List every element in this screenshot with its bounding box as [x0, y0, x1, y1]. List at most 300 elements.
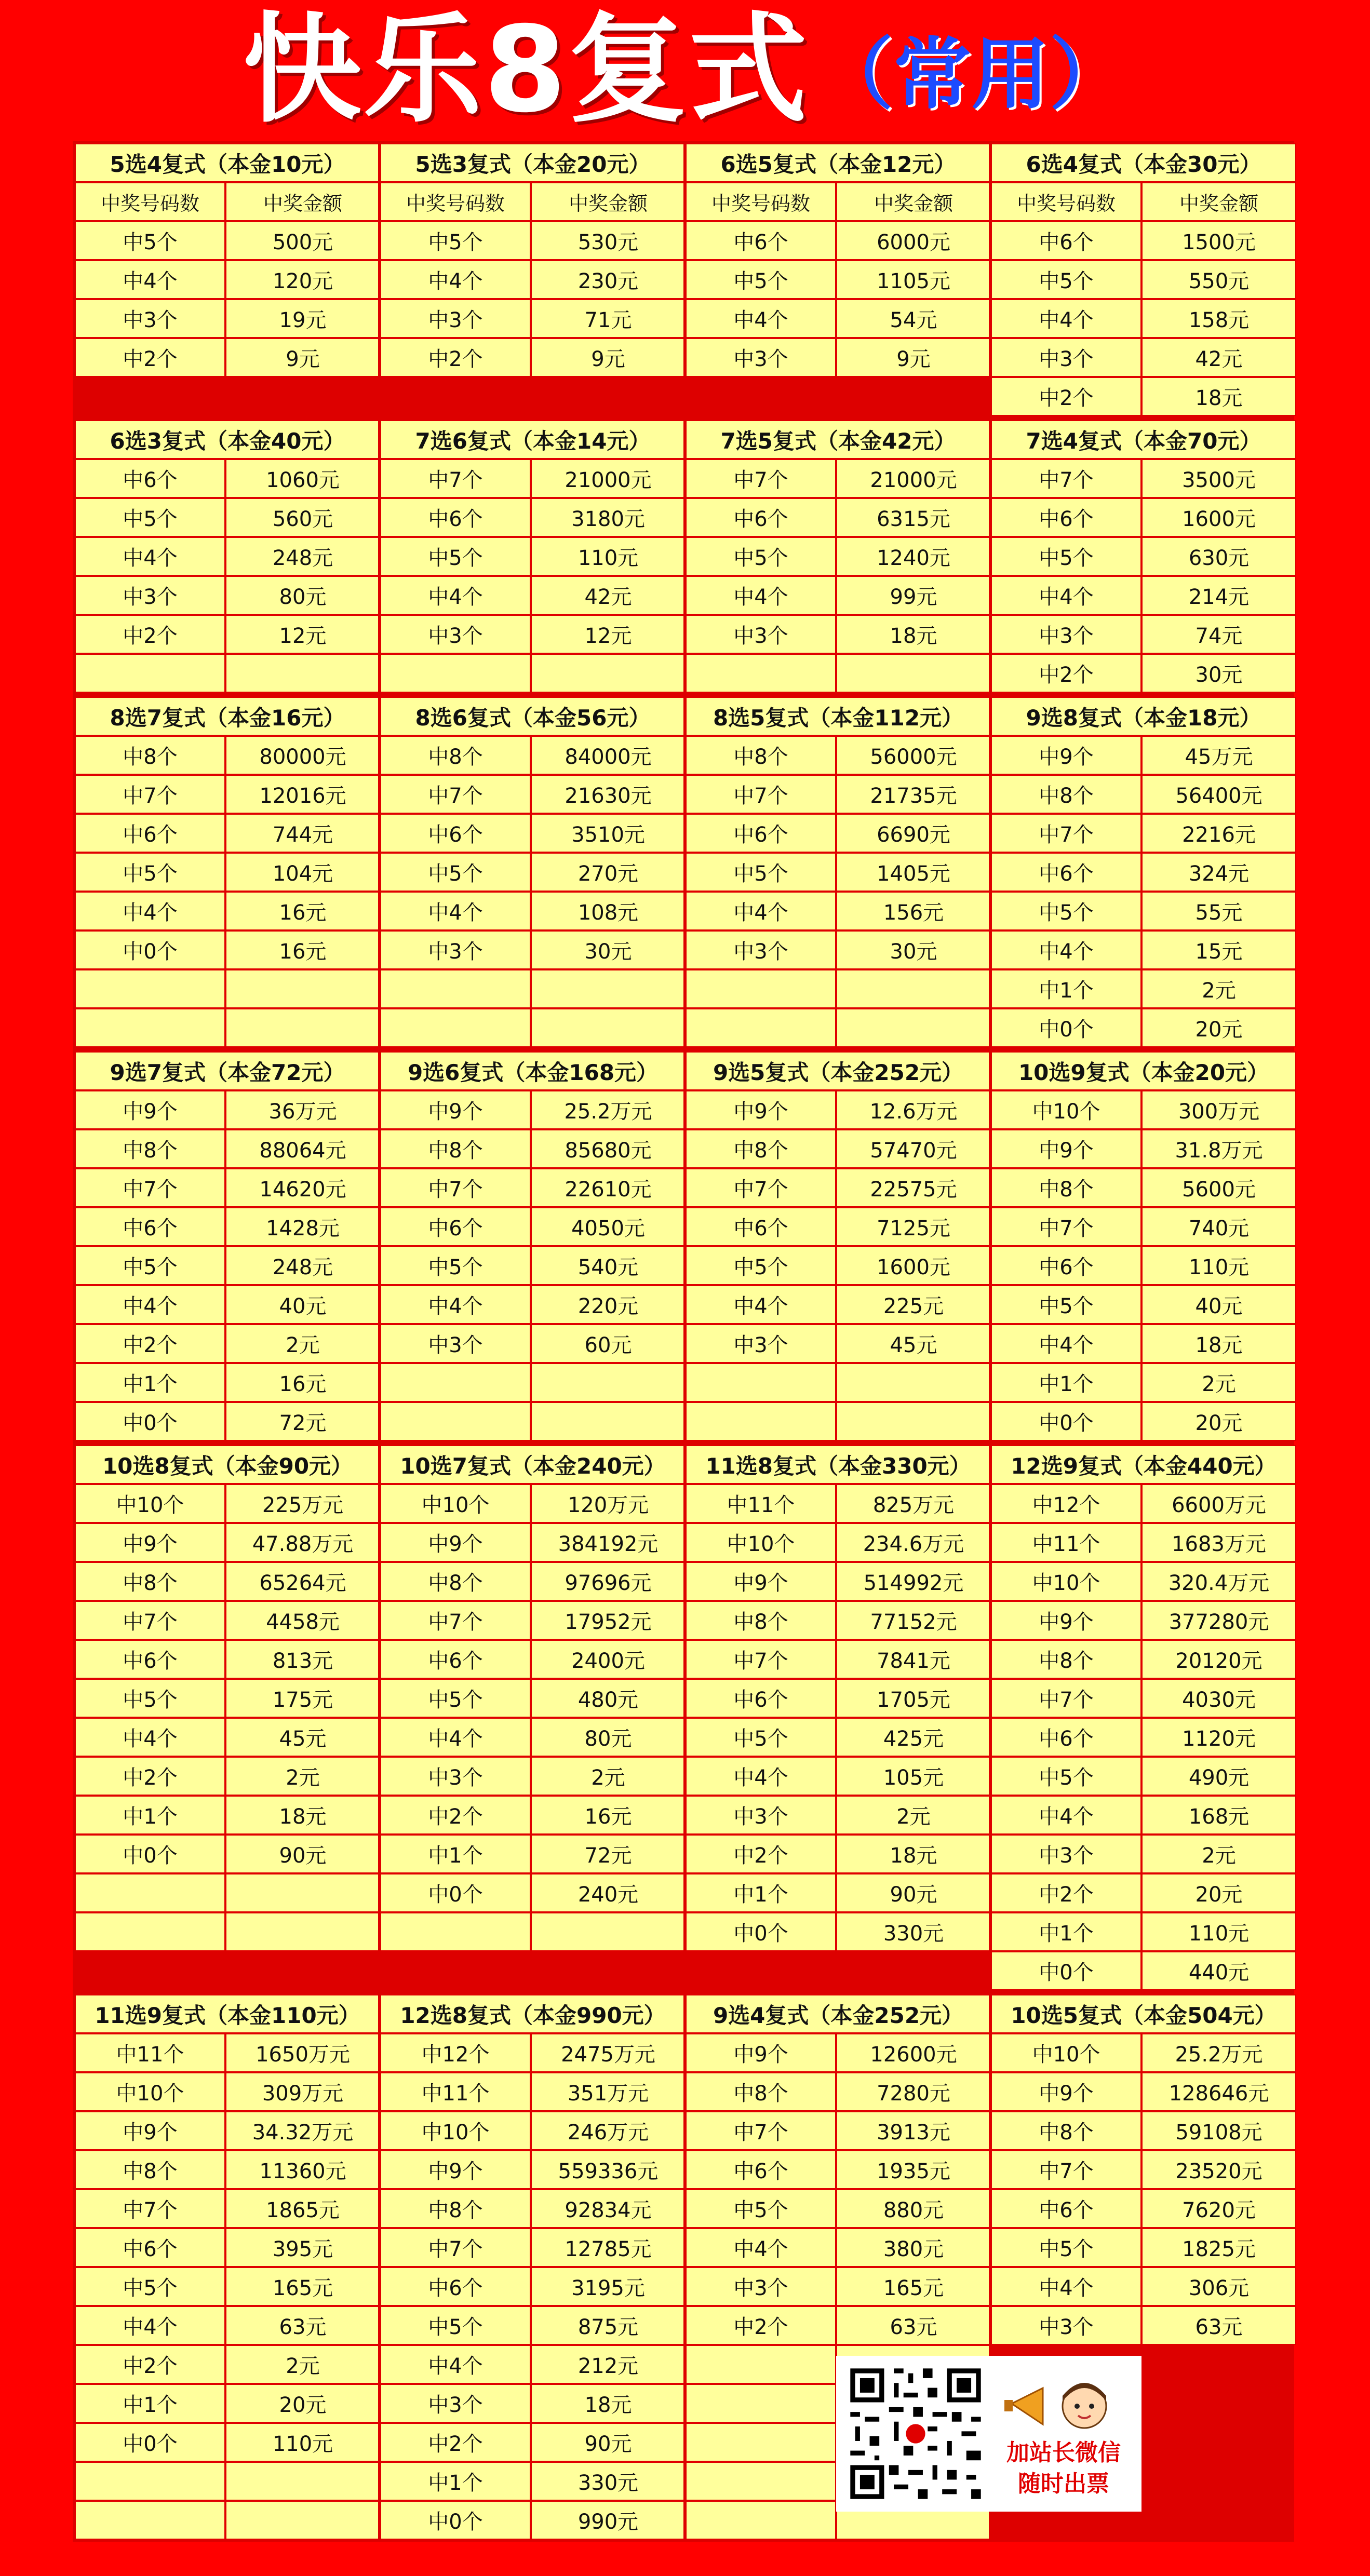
hits-cell: 中8个 [380, 1129, 531, 1168]
prize-cell: 90元 [531, 2423, 686, 2462]
prize-cell: 560元 [225, 498, 380, 537]
empty-cell [380, 1363, 531, 1402]
hits-cell: 中6个 [991, 2189, 1141, 2228]
hits-cell: 中12个 [991, 1484, 1141, 1523]
column-header-hits: 中奖号码数 [991, 182, 1141, 221]
hits-cell: 中6个 [686, 221, 836, 260]
prize-cell: 306元 [1141, 2267, 1296, 2306]
prize-block-title: 12选8复式（本金990元） [380, 1994, 686, 2033]
hits-cell: 中6个 [75, 1640, 225, 1679]
hits-cell: 中7个 [75, 1168, 225, 1207]
prize-cell: 2元 [1141, 1363, 1296, 1402]
hits-cell: 中3个 [686, 930, 836, 969]
prize-cell: 19元 [225, 299, 380, 338]
prize-cell: 1428元 [225, 1207, 380, 1246]
prize-cell: 128646元 [1141, 2072, 1296, 2111]
prize-cell: 36万元 [225, 1090, 380, 1129]
prize-cell: 54元 [836, 299, 991, 338]
column-header-hits: 中奖号码数 [75, 182, 225, 221]
hits-cell: 中6个 [380, 498, 531, 537]
prize-block [989, 418, 1294, 695]
hits-cell: 中0个 [75, 1835, 225, 1873]
hits-cell: 中6个 [991, 221, 1141, 260]
hits-cell: 中6个 [75, 814, 225, 853]
column-header-hits: 中奖号码数 [380, 182, 531, 221]
prize-cell: 880元 [836, 2189, 991, 2228]
prize-block [683, 1049, 989, 1443]
empty-cell [686, 1008, 836, 1047]
prize-cell: 330元 [836, 1912, 991, 1951]
prize-cell: 21630元 [531, 775, 686, 814]
prize-block [378, 695, 683, 1049]
hits-cell: 中5个 [380, 537, 531, 576]
hits-cell: 中7个 [991, 2150, 1141, 2189]
prize-cell: 5600元 [1141, 1168, 1296, 1207]
prize-cell: 514992元 [836, 1562, 991, 1601]
empty-cell [686, 2423, 836, 2462]
prize-cell: 105元 [836, 1757, 991, 1796]
prize-cell: 84000元 [531, 736, 686, 775]
prize-cell: 230元 [531, 260, 686, 299]
prize-block-title: 8选6复式（本金56元） [380, 697, 686, 736]
empty-cell [225, 969, 380, 1008]
hits-cell: 中4个 [991, 1796, 1141, 1835]
prize-cell: 246万元 [531, 2111, 686, 2150]
prize-cell: 377280元 [1141, 1601, 1296, 1640]
hits-cell: 中4个 [380, 1718, 531, 1757]
prize-block-title: 11选8复式（本金330元） [686, 1445, 991, 1484]
prize-cell: 3195元 [531, 2267, 686, 2306]
prize-cell: 3913元 [836, 2111, 991, 2150]
prize-block-title: 6选4复式（本金30元） [991, 143, 1296, 182]
hits-cell: 中10个 [991, 1090, 1141, 1129]
prize-cell: 1825元 [1141, 2228, 1296, 2267]
prize-cell: 17952元 [531, 1601, 686, 1640]
hits-cell: 中10个 [686, 1523, 836, 1562]
prize-block-title: 12选9复式（本金440元） [991, 1445, 1296, 1484]
prize-block-title: 9选8复式（本金18元） [991, 697, 1296, 736]
prize-cell: 45元 [836, 1324, 991, 1363]
empty-cell [686, 2462, 836, 2501]
prize-cell: 18元 [836, 1835, 991, 1873]
prize-cell: 18元 [225, 1796, 380, 1835]
prize-cell: 2元 [225, 1324, 380, 1363]
qr-code-icon[interactable] [845, 2364, 986, 2504]
prize-cell: 40元 [1141, 1285, 1296, 1324]
hits-cell: 中9个 [75, 1090, 225, 1129]
hits-cell: 中5个 [686, 260, 836, 299]
empty-cell [380, 969, 531, 1008]
hits-cell: 中0个 [75, 930, 225, 969]
prize-cell: 45万元 [1141, 736, 1296, 775]
prize-cell: 2元 [531, 1757, 686, 1796]
prize-cell: 72元 [531, 1835, 686, 1873]
column-header-prize: 中奖金额 [1141, 182, 1296, 221]
prize-cell: 1500元 [1141, 221, 1296, 260]
prize-cell: 12.6万元 [836, 1090, 991, 1129]
prize-cell: 47.88万元 [225, 1523, 380, 1562]
hits-cell: 中4个 [686, 1757, 836, 1796]
prize-cell: 63元 [1141, 2306, 1296, 2345]
hits-cell: 中3个 [686, 338, 836, 377]
prize-cell: 225元 [836, 1285, 991, 1324]
prize-cell: 16元 [531, 1796, 686, 1835]
prize-cell: 825万元 [836, 1484, 991, 1523]
prize-cell: 2400元 [531, 1640, 686, 1679]
prize-block [378, 1443, 683, 1992]
prize-cell: 18元 [1141, 377, 1296, 416]
hits-cell: 中7个 [380, 1601, 531, 1640]
prize-cell: 23520元 [1141, 2150, 1296, 2189]
hits-cell: 中11个 [75, 2033, 225, 2072]
prize-cell: 1935元 [836, 2150, 991, 2189]
hits-cell: 中7个 [75, 1601, 225, 1640]
hits-cell: 中4个 [991, 576, 1141, 615]
hits-cell: 中6个 [75, 1207, 225, 1246]
prize-cell: 92834元 [531, 2189, 686, 2228]
empty-cell [75, 969, 225, 1008]
hits-cell: 中6个 [991, 853, 1141, 892]
hits-cell: 中1个 [380, 1835, 531, 1873]
hits-cell: 中3个 [75, 299, 225, 338]
hits-cell: 中1个 [380, 2462, 531, 2501]
hits-cell: 中10个 [380, 1484, 531, 1523]
prize-cell: 165元 [836, 2267, 991, 2306]
prize-cell: 16元 [225, 1363, 380, 1402]
empty-cell [225, 1008, 380, 1047]
empty-cell [686, 969, 836, 1008]
prize-cell: 20120元 [1141, 1640, 1296, 1679]
empty-cell [225, 2501, 380, 2540]
hits-cell: 中5个 [75, 853, 225, 892]
hits-cell: 中0个 [991, 1402, 1141, 1441]
prize-cell: 25.2万元 [531, 1090, 686, 1129]
empty-cell [75, 654, 225, 693]
prize-cell: 31.8万元 [1141, 1129, 1296, 1168]
prize-cell: 240元 [531, 1873, 686, 1912]
empty-cell [380, 1402, 531, 1441]
prize-block [73, 1443, 378, 1992]
prize-cell: 480元 [531, 1679, 686, 1718]
prize-block-title: 10选8复式（本金90元） [75, 1445, 380, 1484]
prize-cell: 25.2万元 [1141, 2033, 1296, 2072]
prize-cell: 1650万元 [225, 2033, 380, 2072]
prize-block [378, 418, 683, 695]
hits-cell: 中7个 [686, 1640, 836, 1679]
prize-cell: 2元 [1141, 969, 1296, 1008]
prize-cell: 440元 [1141, 1951, 1296, 1990]
prize-cell: 740元 [1141, 1207, 1296, 1246]
prize-block-title: 7选4复式（本金70元） [991, 420, 1296, 459]
hits-cell: 中9个 [380, 1523, 531, 1562]
prize-block-title: 11选9复式（本金110元） [75, 1994, 380, 2033]
prize-cell: 57470元 [836, 1129, 991, 1168]
prize-table-grid [73, 141, 1294, 2542]
prize-cell: 40元 [225, 1285, 380, 1324]
prize-cell: 63元 [836, 2306, 991, 2345]
hits-cell: 中6个 [686, 498, 836, 537]
empty-cell [380, 654, 531, 693]
hits-cell: 中8个 [380, 1562, 531, 1601]
prize-block-title: 9选6复式（本金168元） [380, 1051, 686, 1090]
prize-block-title: 5选4复式（本金10元） [75, 143, 380, 182]
hits-cell: 中5个 [991, 892, 1141, 930]
hits-cell: 中3个 [75, 576, 225, 615]
prize-block-title: 8选5复式（本金112元） [686, 697, 991, 736]
prize-cell: 300万元 [1141, 1090, 1296, 1129]
prize-cell: 80元 [225, 576, 380, 615]
hits-cell: 中0个 [75, 2423, 225, 2462]
prize-cell: 20元 [225, 2384, 380, 2423]
hits-cell: 中7个 [380, 2228, 531, 2267]
hits-cell: 中8个 [991, 2111, 1141, 2150]
prize-cell: 2元 [1141, 1835, 1296, 1873]
hits-cell: 中10个 [380, 2111, 531, 2150]
prize-block [683, 141, 989, 418]
hits-cell: 中9个 [991, 2072, 1141, 2111]
prize-cell: 34.32万元 [225, 2111, 380, 2150]
empty-cell [836, 1008, 991, 1047]
hits-cell: 中5个 [991, 260, 1141, 299]
prize-cell: 1705元 [836, 1679, 991, 1718]
hits-cell: 中7个 [686, 775, 836, 814]
hits-cell: 中4个 [686, 299, 836, 338]
hits-cell: 中4个 [991, 1324, 1141, 1363]
hits-cell: 中2个 [686, 2306, 836, 2345]
hits-cell: 中4个 [991, 930, 1141, 969]
column-header-prize: 中奖金额 [836, 182, 991, 221]
prize-cell: 90元 [836, 1873, 991, 1912]
prize-cell: 559336元 [531, 2150, 686, 2189]
empty-cell [75, 1873, 225, 1912]
prize-block-title: 5选3复式（本金20元） [380, 143, 686, 182]
column-header-hits: 中奖号码数 [686, 182, 836, 221]
prize-cell: 14620元 [225, 1168, 380, 1207]
prize-block-title: 10选9复式（本金20元） [991, 1051, 1296, 1090]
hits-cell: 中4个 [686, 576, 836, 615]
prize-cell: 395元 [225, 2228, 380, 2267]
empty-cell [75, 1912, 225, 1951]
hits-cell: 中3个 [991, 1835, 1141, 1873]
hits-cell: 中7个 [75, 775, 225, 814]
prize-cell: 744元 [225, 814, 380, 853]
hits-cell: 中4个 [991, 299, 1141, 338]
hits-cell: 中5个 [991, 2228, 1141, 2267]
prize-cell: 20元 [1141, 1402, 1296, 1441]
empty-cell [380, 1912, 531, 1951]
hits-cell: 中6个 [75, 459, 225, 498]
hits-cell: 中5个 [75, 221, 225, 260]
hits-cell: 中6个 [686, 814, 836, 853]
empty-cell [836, 969, 991, 1008]
prize-block [73, 695, 378, 1049]
prize-cell: 1120元 [1141, 1718, 1296, 1757]
hits-cell: 中6个 [686, 1207, 836, 1246]
prize-cell: 380元 [836, 2228, 991, 2267]
hits-cell: 中0个 [75, 1402, 225, 1441]
prize-cell: 990元 [531, 2501, 686, 2540]
prize-cell: 490元 [1141, 1757, 1296, 1796]
prize-block [378, 1992, 683, 2542]
empty-cell [836, 1363, 991, 1402]
prize-cell: 168元 [1141, 1796, 1296, 1835]
prize-cell: 248元 [225, 1246, 380, 1285]
hits-cell: 中9个 [991, 1601, 1141, 1640]
prize-cell: 55元 [1141, 892, 1296, 930]
hits-cell: 中10个 [991, 1562, 1141, 1601]
hits-cell: 中9个 [686, 1090, 836, 1129]
prize-cell: 11360元 [225, 2150, 380, 2189]
hits-cell: 中5个 [75, 1679, 225, 1718]
hits-cell: 中6个 [380, 1640, 531, 1679]
hits-cell: 中2个 [991, 654, 1141, 693]
hits-cell: 中5个 [75, 498, 225, 537]
prize-block [683, 1443, 989, 1992]
prize-cell: 813元 [225, 1640, 380, 1679]
prize-block [73, 1992, 378, 2542]
prize-block-title: 6选3复式（本金40元） [75, 420, 380, 459]
prize-block [989, 141, 1294, 418]
prize-cell: 42元 [531, 576, 686, 615]
hits-cell: 中9个 [380, 2150, 531, 2189]
hits-cell: 中0个 [686, 1912, 836, 1951]
prize-cell: 351万元 [531, 2072, 686, 2111]
prize-cell: 1600元 [1141, 498, 1296, 537]
prize-cell: 12600元 [836, 2033, 991, 2072]
prize-cell: 330元 [531, 2462, 686, 2501]
prize-cell: 2元 [836, 1796, 991, 1835]
hits-cell: 中8个 [686, 736, 836, 775]
hits-cell: 中3个 [380, 2384, 531, 2423]
prize-cell: 2475万元 [531, 2033, 686, 2072]
prize-cell: 22575元 [836, 1168, 991, 1207]
prize-cell: 165元 [225, 2267, 380, 2306]
prize-cell: 104元 [225, 853, 380, 892]
prize-cell: 384192元 [531, 1523, 686, 1562]
prize-cell: 15元 [1141, 930, 1296, 969]
empty-cell [225, 654, 380, 693]
hits-cell: 中4个 [75, 892, 225, 930]
hits-cell: 中4个 [380, 576, 531, 615]
hits-cell: 中10个 [75, 1484, 225, 1523]
empty-cell [531, 654, 686, 693]
empty-cell [225, 1873, 380, 1912]
hits-cell: 中11个 [991, 1523, 1141, 1562]
prize-cell: 30元 [836, 930, 991, 969]
hits-cell: 中3个 [991, 338, 1141, 377]
hits-cell: 中6个 [991, 498, 1141, 537]
prize-cell: 3180元 [531, 498, 686, 537]
hits-cell: 中2个 [991, 1873, 1141, 1912]
empty-cell [686, 654, 836, 693]
prize-cell: 97696元 [531, 1562, 686, 1601]
empty-cell [225, 2462, 380, 2501]
prize-cell: 20元 [1141, 1873, 1296, 1912]
hits-cell: 中9个 [991, 1129, 1141, 1168]
prize-cell: 110元 [225, 2423, 380, 2462]
hits-cell: 中8个 [75, 1562, 225, 1601]
hits-cell: 中4个 [686, 1285, 836, 1324]
empty-cell [531, 1008, 686, 1047]
hits-cell: 中8个 [75, 1129, 225, 1168]
empty-cell [836, 1402, 991, 1441]
prize-cell: 110元 [1141, 1246, 1296, 1285]
hits-cell: 中7个 [686, 459, 836, 498]
prize-cell: 42元 [1141, 338, 1296, 377]
prize-cell: 74元 [1141, 615, 1296, 654]
hits-cell: 中2个 [75, 338, 225, 377]
empty-cell [531, 969, 686, 1008]
prize-cell: 108元 [531, 892, 686, 930]
prize-cell: 425元 [836, 1718, 991, 1757]
empty-cell [686, 2345, 836, 2384]
hits-cell: 中9个 [75, 1523, 225, 1562]
prize-cell: 56400元 [1141, 775, 1296, 814]
prize-cell: 72元 [225, 1402, 380, 1441]
hits-cell: 中5个 [380, 2306, 531, 2345]
hits-cell: 中8个 [991, 1640, 1141, 1679]
prize-block-title: 10选7复式（本金240元） [380, 1445, 686, 1484]
hits-cell: 中6个 [75, 2228, 225, 2267]
prize-cell: 18元 [1141, 1324, 1296, 1363]
prize-cell: 500元 [225, 221, 380, 260]
prize-cell: 16元 [225, 930, 380, 969]
prize-cell: 80000元 [225, 736, 380, 775]
hits-cell: 中4个 [380, 2345, 531, 2384]
empty-cell [75, 2501, 225, 2540]
prize-cell: 45元 [225, 1718, 380, 1757]
prize-block [73, 1049, 378, 1443]
prize-cell: 60元 [531, 1324, 686, 1363]
hits-cell: 中4个 [75, 2306, 225, 2345]
hits-cell: 中3个 [686, 615, 836, 654]
hits-cell: 中5个 [686, 1246, 836, 1285]
empty-cell [686, 1363, 836, 1402]
hits-cell: 中4个 [380, 1285, 531, 1324]
prize-cell: 120元 [225, 260, 380, 299]
hits-cell: 中1个 [991, 1912, 1141, 1951]
prize-block-title: 7选6复式（本金14元） [380, 420, 686, 459]
hits-cell: 中8个 [686, 2072, 836, 2111]
hits-cell: 中2个 [686, 1835, 836, 1873]
hits-cell: 中3个 [686, 1324, 836, 1363]
prize-cell: 1683万元 [1141, 1523, 1296, 1562]
empty-cell [686, 1402, 836, 1441]
hits-cell: 中0个 [991, 1951, 1141, 1990]
hits-cell: 中2个 [75, 2345, 225, 2384]
hits-cell: 中10个 [991, 2033, 1141, 2072]
prize-cell: 30元 [1141, 654, 1296, 693]
prize-cell: 7620元 [1141, 2189, 1296, 2228]
prize-cell: 90元 [225, 1835, 380, 1873]
hits-cell: 中4个 [686, 892, 836, 930]
hits-cell: 中6个 [380, 1207, 531, 1246]
hits-cell: 中2个 [380, 338, 531, 377]
prize-cell: 212元 [531, 2345, 686, 2384]
hits-cell: 中0个 [380, 2501, 531, 2540]
hits-cell: 中2个 [380, 1796, 531, 1835]
prize-cell: 12元 [531, 615, 686, 654]
hits-cell: 中9个 [686, 1562, 836, 1601]
page-subtitle: （常用） [815, 30, 1127, 120]
prize-cell: 630元 [1141, 537, 1296, 576]
empty-cell [225, 1912, 380, 1951]
hits-cell: 中7个 [991, 459, 1141, 498]
hits-cell: 中3个 [686, 2267, 836, 2306]
prize-cell: 77152元 [836, 1601, 991, 1640]
hits-cell: 中7个 [991, 814, 1141, 853]
prize-cell: 309万元 [225, 2072, 380, 2111]
